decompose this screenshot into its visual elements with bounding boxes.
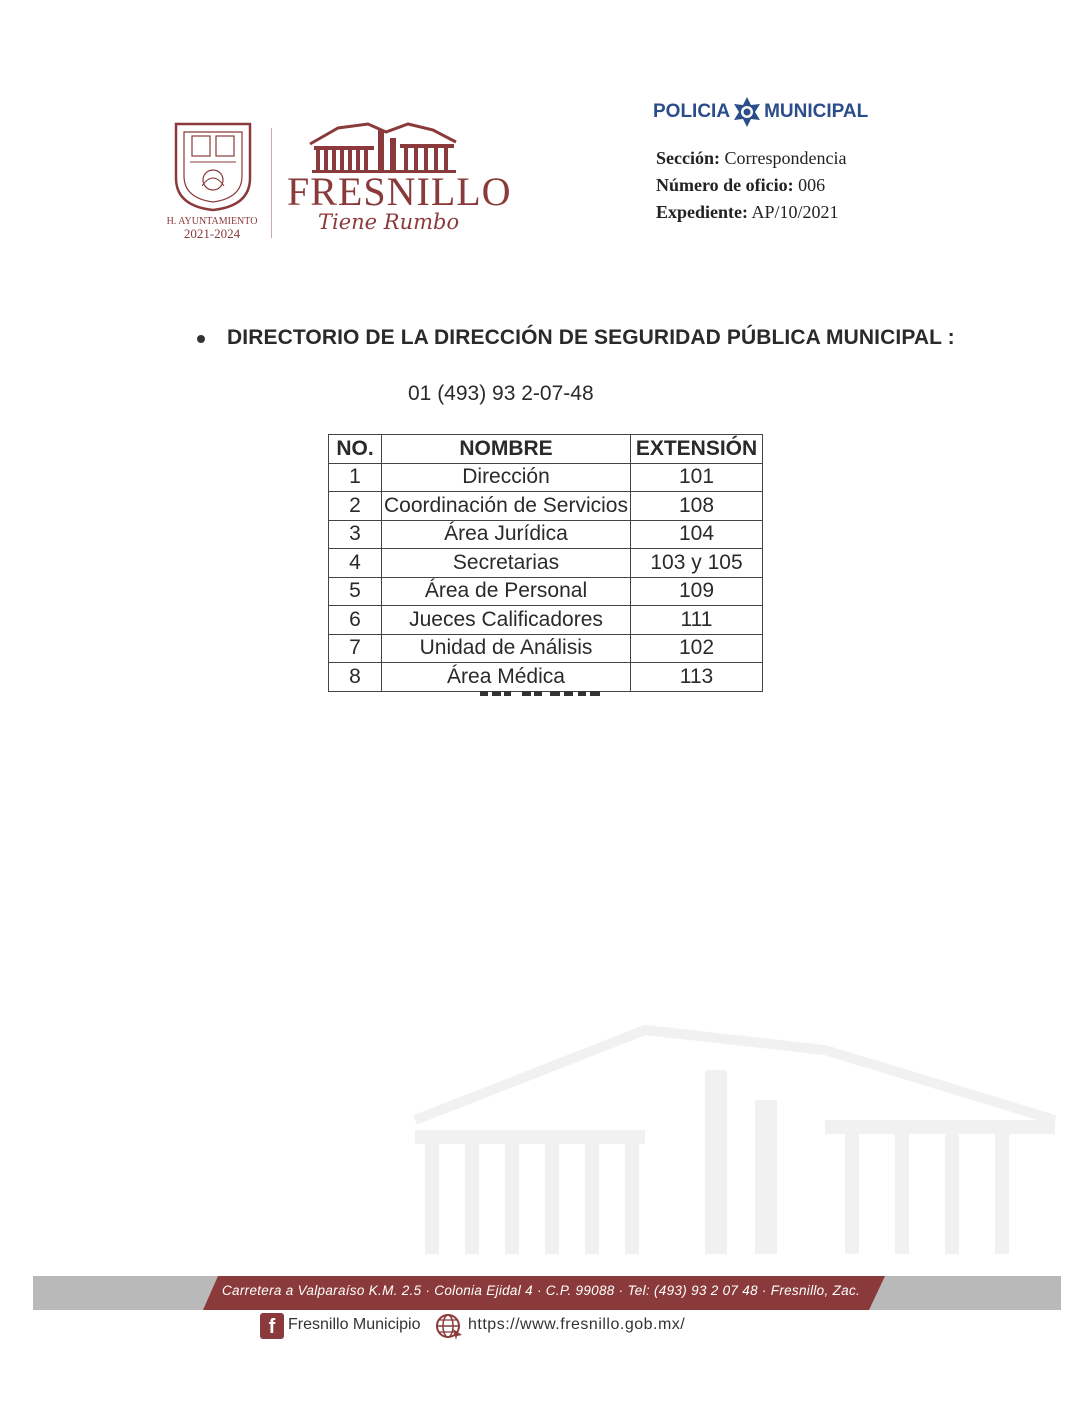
row-name: Área Médica [382,663,631,692]
seccion-line [656,148,846,169]
police-badge-icon [732,96,762,128]
row-extension: 104 [631,520,763,549]
header-no: NO. [329,435,382,464]
police-label-left: POLICIA [653,101,731,122]
table-row [329,492,763,521]
row-extension: 102 [631,634,763,663]
row-extension: 103 y 105 [631,549,763,578]
oficio-value: 006 [798,175,826,195]
police-label-right: MUNICIPAL [764,101,869,122]
police-logo [653,96,868,128]
row-number: 5 [329,577,382,606]
globe-icon [435,1313,463,1341]
website-link[interactable]: https://www.fresnillo.gob.mx/ [468,1316,686,1333]
row-name: Jueces Calificadores [382,606,631,635]
row-extension: 109 [631,577,763,606]
municipal-seal-icon [172,120,254,212]
row-extension: 101 [631,463,763,492]
table-row [329,463,763,492]
table-row [329,606,763,635]
ayuntamiento-text: H. AYUNTAMIENTO [166,216,258,227]
table-row [329,663,763,692]
bullet-point [197,335,205,343]
seccion-value: Correspondencia [724,148,847,168]
row-number: 2 [329,492,382,521]
row-number: 6 [329,606,382,635]
row-number: 1 [329,463,382,492]
row-name: Coordinación de Servicios [382,492,631,521]
facebook-icon: f [260,1313,284,1339]
watermark-skyline [405,1010,1065,1270]
table-row [329,634,763,663]
ayuntamiento-period: 2021-2024 [183,226,241,241]
table-header-row [329,435,763,464]
expediente-label: Expediente: [656,202,748,222]
row-name: Unidad de Análisis [382,634,631,663]
row-extension: 111 [631,606,763,635]
header-divider [271,128,272,238]
expediente-value: AP/10/2021 [751,202,839,222]
phone-number: 01 (493) 93 2-07-48 [408,382,594,405]
seccion-label: Sección: [656,148,720,168]
row-name: Secretarias [382,549,631,578]
table-row [329,520,763,549]
row-number: 3 [329,520,382,549]
ayuntamiento-label [162,216,262,240]
expediente-line [656,202,839,223]
document-title: DIRECTORIO DE LA DIRECCIÓN DE SEGURIDAD PÚBLICA MUNICIPAL : [227,326,955,349]
table-row [329,577,763,606]
header-nombre: NOMBRE [382,435,631,464]
row-name: Área Jurídica [382,520,631,549]
row-number: 7 [329,634,382,663]
row-number: 4 [329,549,382,578]
oficio-label: Número de oficio: [656,175,794,195]
row-name: Área de Personal [382,577,631,606]
row-extension: 108 [631,492,763,521]
footer-address: Carretera a Valparaíso K.M. 2.5 · Colonia Ejidal 4 · C.P. 99088 · Tel: (493) 93 2 07 48 · Fresnillo, Zac. [222,1283,861,1298]
table-row [329,549,763,578]
brand-tagline: Tiene Rumbo [318,210,460,234]
row-name: Dirección [382,463,631,492]
directory-table [328,434,763,692]
oficio-line [656,175,825,196]
row-number: 8 [329,663,382,692]
facebook-label[interactable]: Fresnillo Municipio [288,1316,421,1333]
header-extension: EXTENSIÓN [631,435,763,464]
row-extension: 113 [631,663,763,692]
cutoff-text-fragment [478,688,614,696]
brand-name: FRESNILLO [287,169,512,214]
